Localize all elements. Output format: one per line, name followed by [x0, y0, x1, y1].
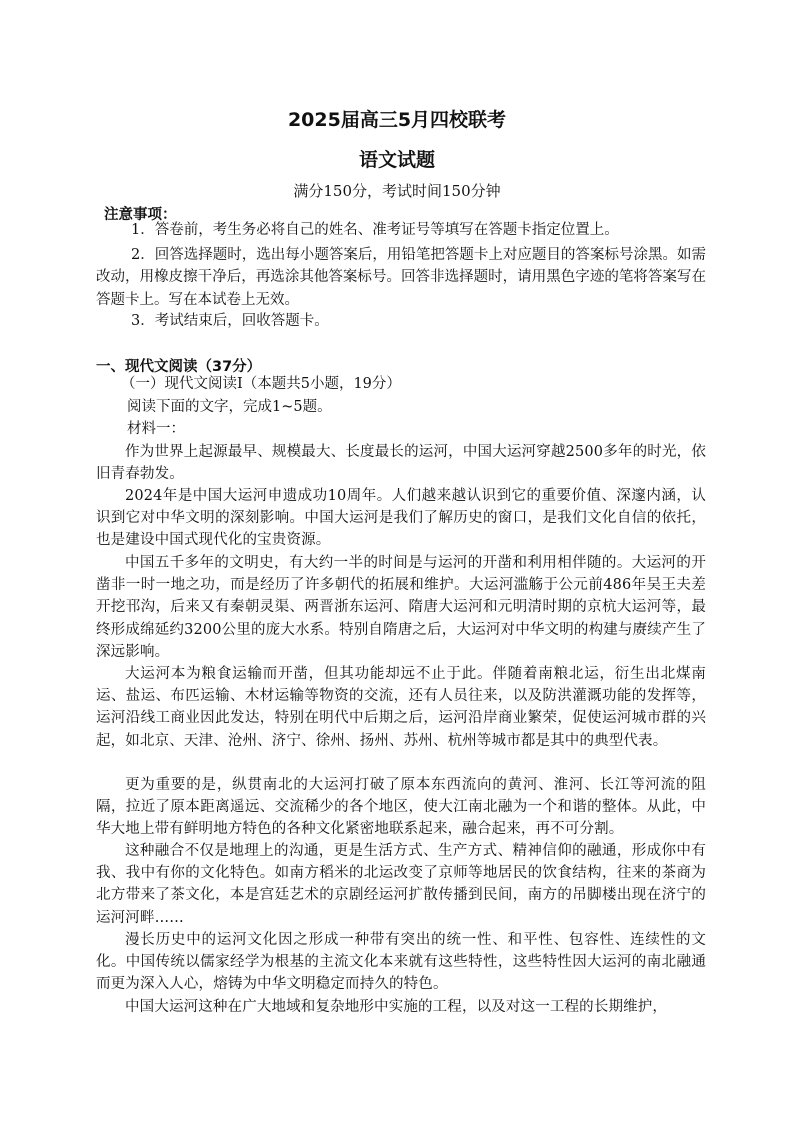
- note-item-1: 1．答卷前，考生务必将自己的姓名、准考证号等填写在答题卡指定位置上。: [131, 222, 619, 238]
- subject-title: 语文试题: [358, 149, 435, 171]
- sub-section-heading: （一）现代文阅读Ⅰ（本题共5小题，19分）: [121, 376, 401, 392]
- notes-heading: 注意事项：: [104, 207, 177, 223]
- material-paragraph: 漫长历史中的运河文化因之形成一种带有突出的统一性、和平性、包容性、连续性的文化。中国传统以儒家经学为根基的主流文化本来就有这些特性，这些特性因大运河的南北融通而更为深入人心，熔铸为中华文明稳定而持久的特色。: [96, 932, 706, 993]
- note-item-3: 3．考试结束后，回收答题卡。: [131, 313, 329, 329]
- material-paragraph: 中国五千多年的文明史，有大约一半的时间是与运河的开凿和利用相伴随的。大运河的开凿非一时一地之功，而是经历了许多朝代的拓展和维护。大运河滥觞于公元前486年吴王夫差开挖邗沟，后来又有秦朝灵渠、两晋浙东运河、隋唐大运河和元明清时期的京杭大运河等，最终形成绵延约3200公里的庞大水系。特别自隋唐之后，大运河对中华文明的构建与赓续产生了深远影响。: [96, 555, 706, 660]
- note-item-2: 2．回答选择题时，选出每小题答案后，用铅笔把答题卡上对应题目的答案标号涂黑。如需改动，用橡皮擦干净后，再选涂其他答案标号。回答非选择题时，请用黑色字迹的笔将答案写在答题卡上。写在本试卷上无效。: [96, 247, 706, 308]
- reading-instruction: 阅读下面的文字，完成1~5题。: [127, 399, 332, 415]
- material-label: 材料一：: [127, 421, 185, 437]
- material-paragraph: 2024年是中国大运河申遗成功10周年。人们越来越认识到它的重要价值、深邃内涵，认识到它对中华文明的深刻影响。中国大运河是我们了解历史的窗口，是我们文化自信的依托，也是建设中国式现代化的宝贵资源。: [96, 488, 706, 549]
- material-paragraph: 这种融合不仅是地理上的沟通，更是生活方式、生产方式、精神信仰的融通，形成你中有我、我中有你的文化特色。如南方稻米的北运改变了京师等地居民的饮食结构，往来的茶商为北方带来了茶文化，本是宫廷艺术的京剧经运河扩散传播到民间，南方的吊脚楼出现在济宁的运河河畔……: [96, 843, 706, 926]
- section-heading: 一、现代文阅读（37分）: [96, 359, 262, 375]
- material-paragraph: 中国大运河这种在广大地域和复杂地形中实施的工程，以及对这一工程的长期维护，: [125, 999, 668, 1015]
- material-paragraph: 作为世界上起源最早、规模最大、长度最长的运河，中国大运河穿越2500多年的时光，依旧青春勃发。: [96, 444, 706, 483]
- material-paragraph: 更为重要的是，纵贯南北的大运河打破了原本东西流向的黄河、淮河、长江等河流的阻隔，拉近了原本距离遥远、交流稀少的各个地区，使大江南北融为一个和谐的整体。从此，中华大地上带有鲜明地方特色的各种文化紧密地联系起来，融合起来，再不可分割。: [96, 777, 706, 838]
- score-time: 满分150分，考试时间150分钟: [293, 182, 501, 200]
- material-paragraph: 大运河本为粮食运输而开凿，但其功能却远不止于此。伴随着南粮北运，衍生出北煤南运、盐运、布匹运输、木材运输等物资的交流，还有人员往来，以及防洪灌溉功能的发挥等，运河沿线工商业因此发达，特别在明代中后期之后，运河沿岸商业繁荣，促使运河城市群的兴起，如北京、天津、沧州、济宁、徐州、扬州、苏州、杭州等城市都是其中的典型代表。: [96, 666, 706, 749]
- exam-title: 2025届高三5月四校联考: [287, 109, 507, 131]
